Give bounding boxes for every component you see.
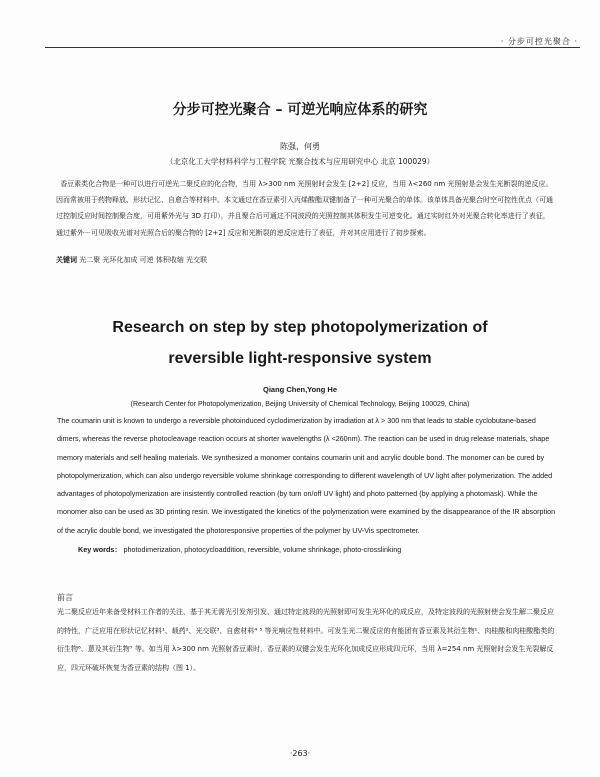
chinese-keywords-label: 关键词 bbox=[56, 256, 77, 264]
english-abstract: The coumarin unit is known to undergo a reversible photoinduced cyclodimerization by irradiation at λ > 300 nm that leads to stable cyclobutane-based dimers, whereas the reverse photocleavage reaction occurs at shorter wavelengths (λ <260nm). The reaction can be used in drug release materials, shape memory materials and self healing materials. We synthesized a monomer contains coumarin unit and acrylic double bond. The monomer can be cured by photopolymerization, which can also undergo reversible volume shrinkage corresponding to different wavelength of UV light after polymerization. The added advantages of photopolymerization are insistently controlled reaction (by turn on/off UV light) and photo patterned (by applying a photomask). While the monomer also can be used as 3D printing resin. We investigated the kinetics of the polymerization were examined by the disappearance of the IR absorption of the acrylic double bond, we investigated the photoresponsive properties of the polymer by UV-Vis spectrometer. bbox=[57, 416, 556, 535]
page-number: ·263· bbox=[289, 749, 311, 758]
intro-body: 光二聚反应近年来备受材料工作者的关注，基于其无需光引发剂引发、通过特定波段的光照射即可发生光环化的成反应，及特定波段的光照射使会发生解二聚反应的特性，广泛应用在形状记忆材料¹、载药²、光交联³、自愈材料⁴ ⁵ 等光响应性材料中。可发生光二聚反应的有能团有香豆素及其衍生物¹、肉桂酸和肉桂酸酯类的衍生物⁶、蒽及其衍生物⁷ 等。如当用 λ>300 nm 光照射香豆素时，香豆素的双键会发生光环化加成反应形成四元环，当用 λ=254 nm 光照射时会发生光裂解反应，四元环破坏恢复为香豆素的结构（图 1）。 bbox=[57, 608, 555, 672]
chinese-keywords-text: 光二聚 光环化加成 可逆 体积收缩 光交联 bbox=[79, 256, 208, 264]
english-title: Research on step by step photopolymerization of reversible light-responsive system bbox=[112, 319, 488, 367]
chinese-keywords bbox=[56, 255, 556, 265]
chinese-title: 分步可控光聚合 – 可逆光响应体系的研究 bbox=[172, 102, 428, 118]
chinese-authors: 陈强，何勇 bbox=[280, 142, 320, 151]
header-rule bbox=[45, 47, 580, 48]
english-keywords-label: Key words： bbox=[78, 545, 122, 554]
english-keywords bbox=[78, 545, 548, 555]
english-keywords-text: photodimerization, photocycloaddition, reversible, volume shrinkage, photo-crosslinking bbox=[123, 545, 402, 554]
intro-heading: 前言 bbox=[57, 593, 73, 602]
english-authors: Qiang Chen,Yong He bbox=[262, 385, 338, 394]
chinese-affiliation: （北京化工大学材料科学与工程学院 光聚合技术与应用研究中心 北京 100029） bbox=[165, 157, 435, 166]
english-affiliation: (Research Center for Photopolymerization, Beijing University of Chemical Technology, Beijing 100029, China) bbox=[130, 401, 470, 408]
running-header: · 分步可控光聚合 · bbox=[500, 37, 578, 46]
chinese-abstract: 香豆素类化合物是一种可以进行可逆光二聚反应的化合物，当用 λ>300 nm 光照射时会发生 [2+2] 反应，当用 λ<260 nm 光照射是会发生光断裂的逆反应。因而常被用于药物释放、形状记忆、自愈合等材料中。本文通过在香豆素引入丙烯酸酯双键制备了一种可光聚合的单体。该单体具备光聚合时空可控性优点（可通过控制反应时间控制聚合度，可用紫外光与 3D 打印），并且聚合后可通过不同波段的光照控制其体积发生可逆变化。通过实时红外对光聚合转化率进行了表征，通过紫外－可见吸收光谱对光照合后的聚合物的 [2+2] 反应和光断裂的逆反应进行了表征，并对其应用进行了初步探索。 bbox=[56, 180, 553, 237]
